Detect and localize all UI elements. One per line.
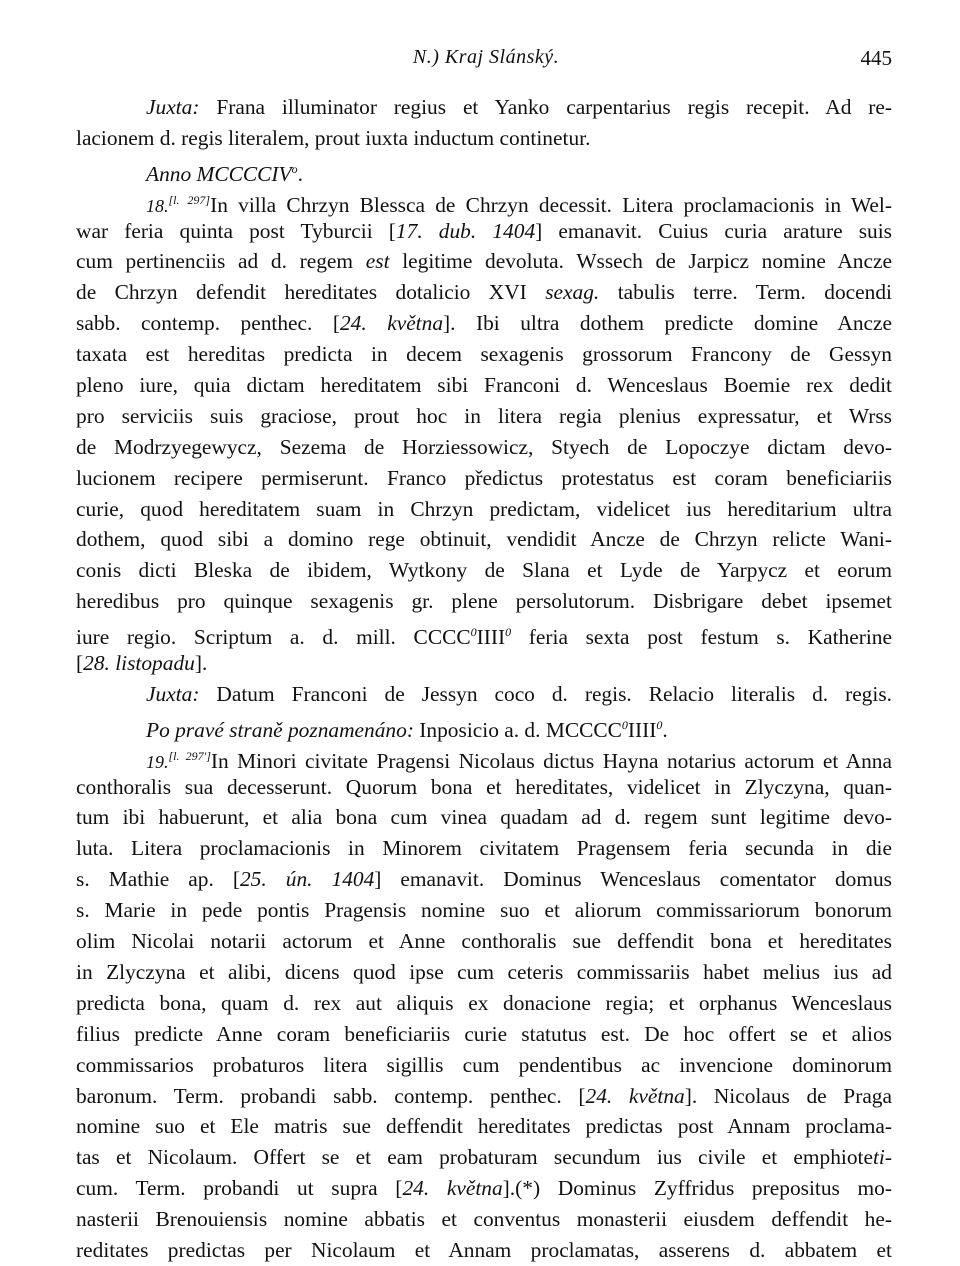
text-line <box>76 370 892 401</box>
text-run: lacionem d. regis literalem, prout iuxta inductum continetur. <box>76 125 591 150</box>
text-run: pro serviciis suis graciose, prout hoc in litera regia plenius expressatur, et Wrss <box>76 403 892 428</box>
italic-text: Juxta: <box>146 681 200 706</box>
text-line <box>76 185 892 216</box>
superscript: 0 <box>470 625 477 640</box>
text-line <box>76 216 892 247</box>
text-run: [ <box>76 651 84 676</box>
text-line <box>76 277 892 308</box>
text-line <box>76 339 892 370</box>
text-run: In Minori civitate Pragensi Nicolaus dictus Hayna notarius actorum et Anna <box>210 748 892 773</box>
text-run: in Zlyczyna et alibi, dicens quod ipse cum ceteris commissariis habet melius ius ad <box>76 959 892 984</box>
superscript: [l. 297] <box>168 192 211 207</box>
text-run: filius predicte Anne coram beneficiariis curie statutus est. De hoc offert se et alios <box>76 1021 892 1046</box>
text-run: tas et Nicolaum. Offert se et eam probaturam secundum ius civile et emphiote <box>76 1145 873 1170</box>
text-run: tabulis terre. Term. docendi <box>599 280 892 305</box>
text-run: cum pertinenciis ad d. regem <box>76 249 366 274</box>
text-line <box>76 92 892 123</box>
text-run: de Modrzyegewycz, Sezema de Horziessowicz, Styech de Lopoczye dictam devo- <box>76 434 892 459</box>
text-line <box>76 308 892 339</box>
superscript: [l. 297'] <box>168 748 211 763</box>
text-run: ]. <box>194 651 208 676</box>
text-line <box>76 463 892 494</box>
text-line <box>76 432 892 463</box>
text-line <box>76 1111 892 1142</box>
text-run: predicta bona, quam d. rex aut aliquis ex donacione regia; et orphanus Wenceslaus <box>76 990 892 1015</box>
text-run: IIII <box>476 625 506 650</box>
text-line <box>76 648 892 679</box>
text-run: feria sexta post festum s. Katherine <box>511 625 892 650</box>
text-line <box>76 1050 892 1081</box>
text-line <box>76 926 892 957</box>
text-line <box>76 555 892 586</box>
text-run: ].(*) Dominus Zyffridus prepositus mo- <box>502 1176 892 1201</box>
text-run: iure regio. Scriptum a. d. mill. CCCC <box>76 625 471 650</box>
text-line <box>76 401 892 432</box>
text-run: ]. Nicolaus de Praga <box>684 1083 893 1108</box>
text-line <box>76 957 892 988</box>
text-run: heredibus pro quinque sexagenis gr. plene persolutorum. Disbrigare debet ipsemet <box>76 589 892 614</box>
text-line <box>76 1142 892 1173</box>
text-run: ]. Ibi ultra dothem predicte domine Ancze <box>443 311 892 336</box>
italic-text: ti- <box>872 1145 892 1170</box>
page-header <box>76 38 896 78</box>
text-run: baronum. Term. probandi sabb. contemp. penthec. [ <box>76 1083 586 1108</box>
text-line <box>76 123 892 154</box>
text-run: lucionem recipere permiserunt. Franco předictus protestatus est coram beneficiariis <box>76 465 892 490</box>
text-run: war feria quinta post Tyburcii [ <box>76 218 396 243</box>
superscript: 0 <box>621 717 628 732</box>
text-line <box>76 524 892 555</box>
text-line <box>76 802 892 833</box>
italic-text: Juxta: <box>146 95 200 119</box>
text-line <box>76 679 892 710</box>
running-title: N.) Kraj Slánský. <box>412 46 560 68</box>
text-run: olim Nicolai notarii actorum et Anne conthoralis sue deffendit bona et hereditates <box>76 929 892 954</box>
italic-text: 24. května <box>402 1176 503 1201</box>
page-number: 445 <box>860 46 892 70</box>
superscript: o <box>291 161 298 176</box>
italic-text: 24. května <box>585 1083 685 1108</box>
text-line <box>76 1204 892 1235</box>
text-line <box>76 1235 892 1266</box>
text-line <box>76 154 892 185</box>
entry-number: 18. <box>146 195 169 216</box>
italic-text: 24. května <box>339 311 444 336</box>
italic-text: 25. ún. 1404 <box>239 867 375 892</box>
text-run: . <box>662 717 668 742</box>
text-line <box>76 1081 892 1112</box>
italic-text: Anno MCCCCIV <box>146 161 292 186</box>
text-run: conis dicti Bleska de ibidem, Wytkony de Slana et Lyde de Yarpycz et eorum <box>76 558 892 583</box>
text-run: dothem, quod sibi a domino rege obtinuit, vendidit Ancze de Chrzyn relicte Wani- <box>76 527 892 552</box>
entry-number: 19. <box>146 751 169 772</box>
text-run: Inposicio a. d. MCCCC <box>413 717 622 742</box>
text-line <box>76 895 892 926</box>
italic-text: sexag. <box>545 280 600 305</box>
text-run: de Chrzyn defendit hereditates dotalicio XVI <box>76 280 546 305</box>
text-line <box>76 246 892 277</box>
body-text <box>76 92 892 1266</box>
text-line <box>76 772 892 803</box>
text-run: pleno iure, quia dictam hereditatem sibi Franconi d. Wenceslaus Boemie rex dedit <box>76 373 892 398</box>
italic-text: 28. listopadu <box>83 651 195 676</box>
text-line <box>76 741 892 772</box>
text-run: reditates predictas per Nicolaum et Annam proclamatas, asserens d. abbatem et <box>76 1237 892 1262</box>
text-run: Frana illuminator regius et Yanko carpentarius regis recepit. Ad re- <box>199 95 892 119</box>
text-run: sabb. contemp. penthec. [ <box>76 311 340 336</box>
text-run: nomine suo et Ele matris sue deffendit hereditates predictas post Annam proclama- <box>76 1114 892 1139</box>
text-run: luta. Litera proclamacionis in Minorem civitatem Pragensem feria secunda in die <box>76 836 892 861</box>
text-line <box>76 864 892 895</box>
text-line <box>76 586 892 617</box>
text-run: s. Marie in pede pontis Pragensis nomine suo et aliorum commissariorum bonorum <box>76 898 892 923</box>
italic-text: Po pravé straně poznamenáno: <box>146 717 414 742</box>
superscript: 0 <box>505 625 512 640</box>
text-run: s. Mathie ap. [ <box>76 867 240 892</box>
text-line <box>76 1173 892 1204</box>
text-run: tum ibi habuerunt, et alia bona cum vinea quadam ad d. regem sunt legitime devo- <box>76 805 892 830</box>
text-line <box>76 988 892 1019</box>
text-run: curie, quod hereditatem suam in Chrzyn predictam, videlicet ius hereditarium ultra <box>76 496 892 521</box>
text-run: . <box>297 161 303 186</box>
text-line <box>76 494 892 525</box>
text-run: In villa Chrzyn Blessca de Chrzyn decessit. Litera proclamacionis in Wel- <box>210 192 892 217</box>
text-run: Datum Franconi de Jessyn coco d. regis. Relacio literalis d. regis. <box>199 681 892 706</box>
text-line <box>76 833 892 864</box>
text-line <box>76 710 892 741</box>
superscript: 0 <box>656 717 663 732</box>
text-line <box>76 1019 892 1050</box>
italic-text: 17. dub. 1404 <box>395 218 536 243</box>
text-run: commissarios probaturos litera sigillis cum pendentibus ac invencione dominorum <box>76 1052 892 1077</box>
text-run: ] emanavit. Cuius curia arature suis <box>535 218 892 243</box>
text-run: nasterii Brenouiensis nomine abbatis et conventus monasterii eiusdem deffendit he- <box>76 1207 892 1232</box>
text-run: legitime devoluta. Wssech de Jarpicz nomine Ancze <box>389 249 892 274</box>
text-run: taxata est hereditas predicta in decem sexagenis grossorum Francony de Gessyn <box>76 342 892 367</box>
italic-text: est <box>365 249 390 274</box>
text-line <box>76 617 892 648</box>
text-run: conthoralis sua decesserunt. Quorum bona et hereditates, videlicet in Zlyczyna, quan- <box>76 774 892 799</box>
text-run: IIII <box>627 717 657 742</box>
text-run: ] emanavit. Dominus Wenceslaus comentator domus <box>374 867 892 892</box>
text-run: cum. Term. probandi ut supra [ <box>76 1176 403 1201</box>
